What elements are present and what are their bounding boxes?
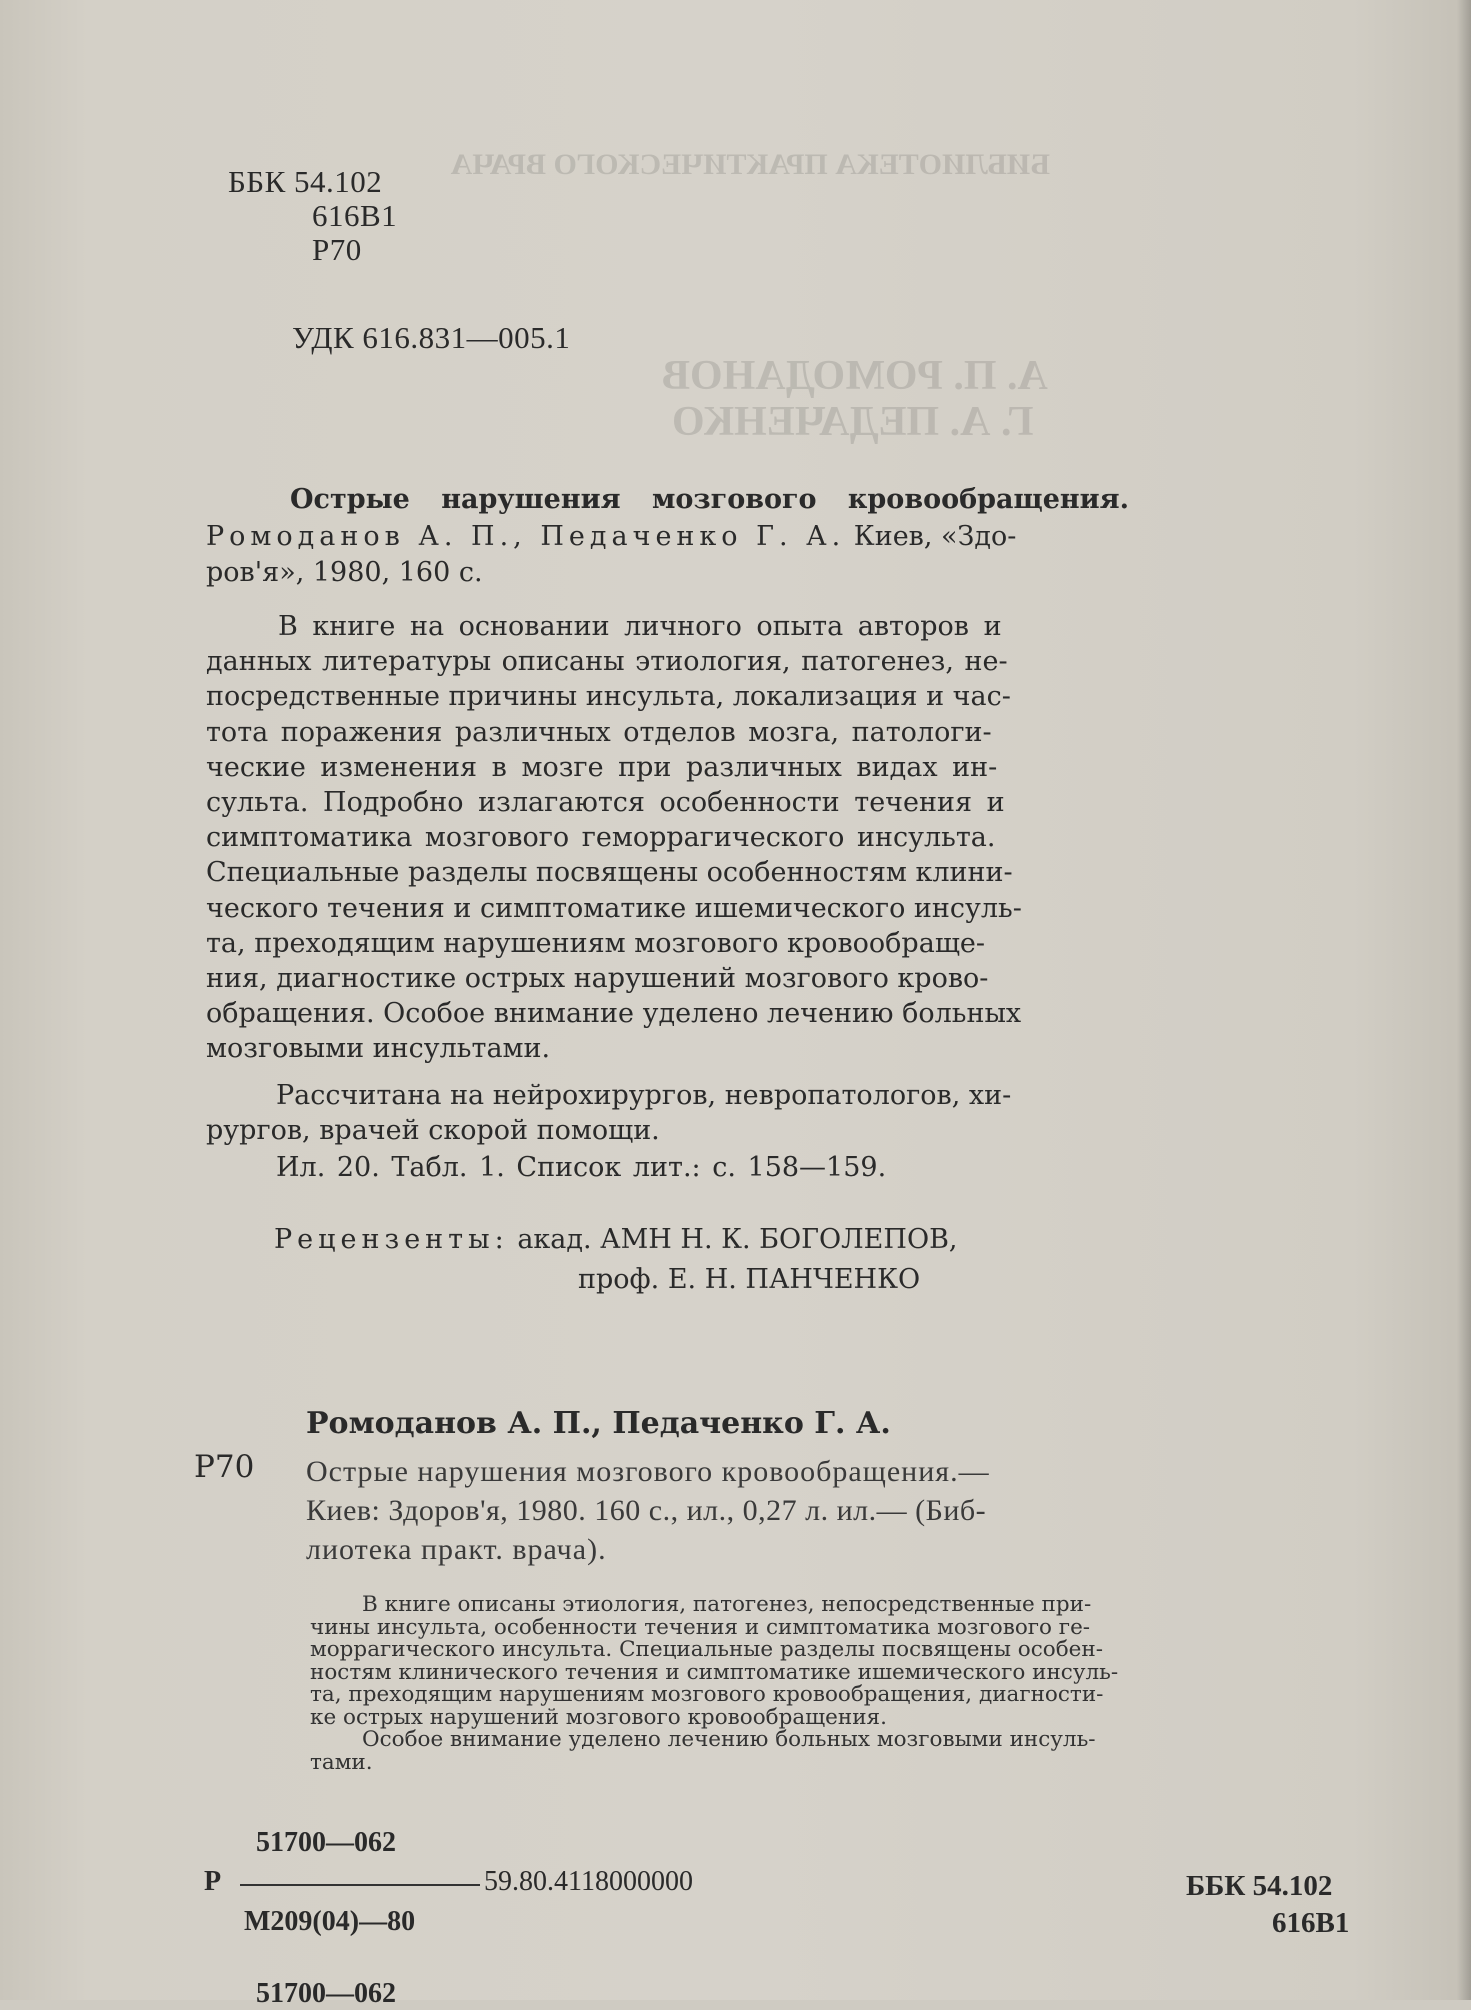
book-title: Острые нарушения мозгового кровообращения. — [290, 484, 1130, 515]
udk-code: УДК 616.831—005.1 — [292, 320, 571, 355]
authors-spaced: Ромоданов А. П., Педаченко Г. А. — [206, 521, 846, 552]
card-desc-line: Острые нарушения мозгового кровообращения.— — [306, 1455, 990, 1488]
reviewer-second: проф. Е. Н. ПАНЧЕНКО — [578, 1264, 921, 1295]
card-bbk-code: ББК 54.102 — [1186, 1870, 1333, 1902]
formula-code: 59.80.4118000000 — [484, 1866, 693, 1897]
page-edge-shadow — [1457, 0, 1471, 2000]
bbk-subcode: 616В1 — [312, 198, 398, 233]
audience-line: рургов, врачей скорой помощи. — [206, 1115, 660, 1147]
formula-denominator: М209(04)—80 — [244, 1906, 416, 1937]
body-line: данных литературы описаны этиология, патогенез, не- — [206, 646, 1008, 678]
formula-prefix: Р — [204, 1866, 222, 1897]
formula-fraction-line — [240, 1884, 480, 1886]
formula-numerator: 51700—062 — [256, 1827, 396, 1858]
body-line: Специальные разделы посвящены особенностям клини- — [206, 857, 1013, 889]
card-bbk-subcode: 616В1 — [1272, 1907, 1350, 1939]
reviewer-first: акад. АМН Н. К. БОГОЛЕПОВ, — [517, 1224, 958, 1255]
body-line: посредственные причины инсульта, локализация и час- — [206, 681, 1011, 713]
audience-note — [206, 1078, 1186, 1148]
body-line: В книге на основании личного опыта авторов и — [278, 611, 1002, 642]
body-line: сульта. Подробно излагаются особенности течения и — [206, 786, 1005, 818]
bbk-code: ББК 54.102 — [228, 164, 383, 199]
annotation-body — [206, 609, 1186, 1066]
illustrations-note: Ил. 20. Табл. 1. Список лит.: с. 158—159. — [276, 1152, 887, 1183]
bleed-through-series: БИБЛИОТЕКА ПРАКТИЧЕСКОГО ВРАЧА — [450, 148, 1050, 181]
card-code: Р70 — [194, 1449, 255, 1485]
bleed-through-author1: А. П. РОМОДАНОВ — [662, 353, 1048, 399]
body-line: ния, диагностике острых нарушений мозгового крово- — [206, 962, 989, 994]
summary-line: тами. — [310, 1751, 373, 1774]
body-line: тота поражения различных отделов мозга, патологи- — [206, 716, 992, 748]
card-desc-line: лиотека практ. врача). — [306, 1533, 607, 1566]
body-line: обращения. Особое внимание уделено лечению больных — [206, 998, 1022, 1030]
publication-year-line: ров'я», 1980, 160 с. — [206, 557, 483, 588]
card-summary — [310, 1594, 1390, 1774]
card-authors-heading: Ромоданов А. П., Педаченко Г. А. — [306, 1406, 891, 1441]
body-line: ческие изменения в мозге при различных видах ин- — [206, 751, 998, 783]
card-desc-line: Киев: Здоров'я, 1980. 160 с., ил., 0,27 л. ил.— (Биб- — [306, 1494, 987, 1527]
body-line: ческого течения и симптоматике ишемического инсуль- — [206, 892, 1022, 924]
audience-line: Рассчитана на нейрохирургов, невропатологов, хи- — [276, 1080, 1012, 1111]
annotation-header — [290, 482, 1180, 518]
summary-line: ностям клинического течения и симптоматике ишемического инсуль- — [310, 1661, 1119, 1684]
summary-line: моррагического инсульта. Специальные разделы посвящены особен- — [310, 1639, 1103, 1662]
publisher-fragment: Киев, «Здо- — [853, 521, 1017, 552]
reviewers-label: Рецензенты: — [274, 1224, 509, 1255]
cut-off-line: 51700—062 — [256, 1978, 396, 2009]
summary-line: чины инсульта, особенности течения и симптоматика мозгового ге- — [310, 1616, 1091, 1639]
body-line: та, преходящим нарушениям мозгового кровообраще- — [206, 927, 986, 959]
bleed-through-author2: Г. А. ПЕДАЧЕНКО — [672, 399, 1034, 445]
author-mark: Р70 — [312, 232, 362, 267]
publication-line — [206, 519, 1186, 555]
summary-line: ке острых нарушений мозгового кровообращения. — [310, 1706, 887, 1729]
card-description — [306, 1452, 1386, 1569]
summary-line: Особое внимание уделено лечению больных мозговыми инсуль- — [362, 1729, 1096, 1752]
summary-line: та, преходящим нарушениям мозгового кровообращения, диагности- — [310, 1684, 1104, 1707]
body-line: симптоматика мозгового геморрагического инсульта. — [206, 822, 996, 854]
reviewers-line — [274, 1222, 958, 1258]
body-line: мозговыми инсультами. — [206, 1033, 551, 1065]
summary-line: В книге описаны этиология, патогенез, непосредственные при- — [362, 1594, 1092, 1617]
